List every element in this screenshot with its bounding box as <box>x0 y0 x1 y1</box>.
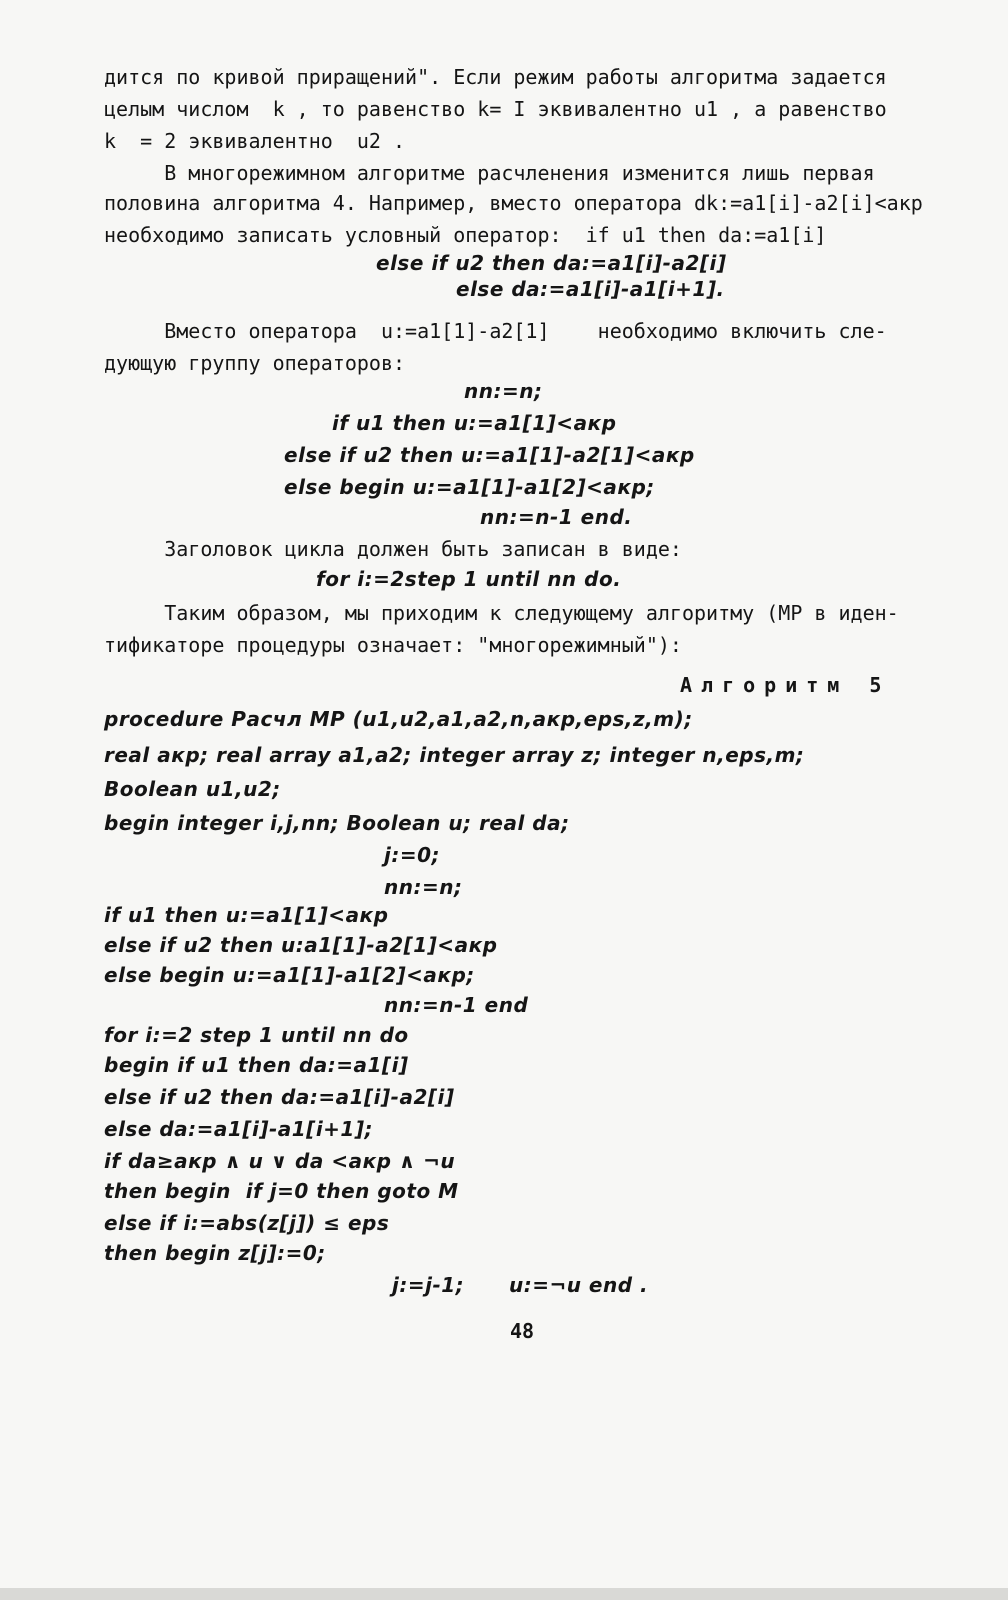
text-line: целым числом k , то равенство k= I эквивалентно u1 , а равенство <box>104 97 887 121</box>
text-line: дующую группу операторов: <box>104 351 406 375</box>
code-line: else if u2 then u:=a1[1]-a2[1]<акр <box>284 443 695 467</box>
code-line: then begin z[j]:=0; <box>104 1241 326 1265</box>
code-line: for i:=2step 1 until nn do. <box>316 567 622 591</box>
code-line: nn:=n-1 end <box>384 993 529 1017</box>
text-line: необходимо записать условный оператор: if u1 then da:=a1[i] <box>104 223 827 247</box>
code-line: j:=j-1; u:=¬u end . <box>392 1273 649 1297</box>
code-line: else if u2 then da:=a1[i]-a2[i] <box>104 1085 455 1109</box>
code-line: Boolean u1,u2; <box>104 777 281 801</box>
code-line: nn:=n; <box>384 875 463 899</box>
page-number: 48 <box>510 1319 535 1343</box>
scan-edge <box>0 1588 1008 1600</box>
code-line: then begin if j=0 then goto M <box>104 1179 459 1203</box>
text-line: дится по кривой приращений". Если режим работы алгоритма задается <box>104 65 887 89</box>
algorithm-title: Алгоритм 5 <box>680 673 891 697</box>
text-line: Таким образом, мы приходим к следующему алгоритму (МР в иден- <box>104 601 899 625</box>
code-line: else if u2 then u:a1[1]-a2[1]<акр <box>104 933 498 957</box>
text-line: половина алгоритма 4. Например, вместо оператора dk:=a1[i]-a2[i]<акр <box>104 191 923 215</box>
text-line: В многорежимном алгоритме расчленения изменится лишь первая <box>104 161 875 185</box>
code-line: else da:=a1[i]-a1[i+1]. <box>456 277 725 301</box>
code-line: real акр; real array a1,a2; integer array z; integer n,eps,m; <box>104 743 805 767</box>
code-line: else begin u:=a1[1]-a1[2]<акр; <box>284 475 655 499</box>
text-line: k = 2 эквивалентно u2 . <box>104 129 406 153</box>
code-line: begin integer i,j,nn; Boolean u; real da; <box>104 811 570 835</box>
code-line: nn:=n; <box>464 379 543 403</box>
code-line: for i:=2 step 1 until nn do <box>104 1023 409 1047</box>
code-line: begin if u1 then da:=a1[i] <box>104 1053 409 1077</box>
text-line: Вместо оператора u:=a1[1]-a2[1] необходимо включить сле- <box>104 319 887 343</box>
code-line: else if u2 then da:=a1[i]-a2[i] <box>376 251 727 275</box>
code-line: else da:=a1[i]-a1[i+1]; <box>104 1117 373 1141</box>
code-line: else begin u:=a1[1]-a1[2]<акр; <box>104 963 475 987</box>
code-line: else if i:=abs(z[j]) ≤ eps <box>104 1211 390 1235</box>
code-line: if da≥акр ∧ u ∨ da <акр ∧ ¬u <box>104 1149 456 1173</box>
code-line: procedure Расчл МР (u1,u2,a1,a2,n,акр,eps,z,m); <box>104 707 693 731</box>
code-line: if u1 then u:=a1[1]<акр <box>104 903 389 927</box>
text-line: тификаторе процедуры означает: "многорежимный"): <box>104 633 682 657</box>
code-line: j:=0; <box>384 843 441 867</box>
text-line: Заголовок цикла должен быть записан в виде: <box>104 537 682 561</box>
code-line: nn:=n-1 end. <box>480 505 633 529</box>
code-line: if u1 then u:=a1[1]<акр <box>332 411 617 435</box>
